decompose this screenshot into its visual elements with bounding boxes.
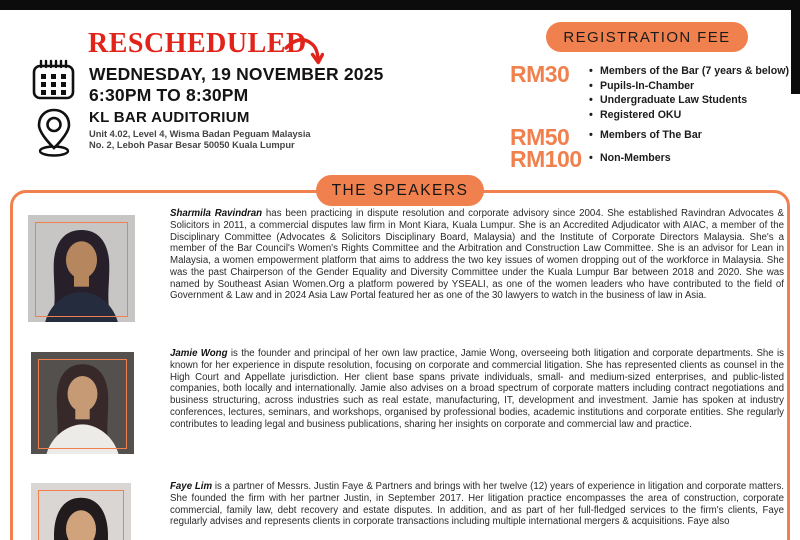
fee-items-rm100 — [600, 151, 671, 166]
speaker-bio-text: is the founder and principal of her own law practice, Jamie Wong, overseeing both litigation and corporate departments. She is known for her experience in dispute resolution, focusing on corporate and commercial litigation. She has represented clients as counsel in the High Court and Appellate jurisdiction. Her client base spans private individuals, small- and medium-sized enterprises, and public-listed companies, both locally and internationally. Jamie also advises on a broad spectrum of corporate matters including contract negotiations and business structuring, across industries such as real estate, manufacturing, IT, development and investment. Jamie has spoken at industry conferences, lectures, seminars, and workshops, organised by professional bodies, academic institutions and corporate entities. She regularly contributes to leading legal and business publications, sharing her insights on corporate and commercial law and practice. — [170, 348, 785, 430]
fee-items-rm50 — [600, 128, 702, 143]
person-silhouette — [28, 215, 135, 322]
speaker-bio-text: has been practicing in dispute resolution and corporate advisory since 2004. She established Ravindran Advocates & Solicitors in 2011, a commercial disputes law firm in Mont Kiara, Kuala Lumpur. She is an Accredited Adjudicator with AIAC, a member of the Disciplinary Committee (Advocates & Solicitors Disciplinary Board, Malaysia) and the Institute of Corporate Directors Malaysia. She's a member of the Bar Council's Women's Rights Committee and the Arbitration and Construction Law Committee. She is an advisor for Lean in Malaysia, a women empowerment platform that aims to address the two key issues of women dropping out of the workforce in Malaysia. She was the past Chairperson of the Gender Equality and Diversity Committee under the Kuala Lumpur Bar between 2018 and 2020. She was named by Southeast Asian Women.Org a platform powered by YSEALI, as one of the women leaders who have contributed to the field of Government & Law and in 2024 Asia Law Portal featured her as one of the 30 lawyers to watch in the business of law in Asia. — [170, 208, 784, 302]
speaker-bio-text: is a partner of Messrs. Justin Faye & Partners and brings with her twelve (12) years of experience in litigation and corporate matters. She founded the firm with her partner Justin, in September 2017. Her litigation practice encompasses the area of construction, corporate commercial, family law, debt recovery and estate disputes. In addition, and as part of her full-fledged services to the firm's clients, Faye regularly advises and represents clients in corporate transactions including multiple international mergers & acquisitions. Faye also — [170, 481, 784, 528]
fee-item: • Undergraduate Law Students — [600, 93, 789, 108]
speaker-name: Jamie Wong — [170, 348, 228, 359]
venue-name: KL BAR AUDITORIUM — [89, 109, 250, 126]
fee-item: • Members of the Bar (7 years & below) — [600, 64, 789, 79]
fee-price-rm30: RM30 — [510, 61, 570, 87]
location-pin-icon — [29, 106, 79, 158]
event-datetime — [89, 64, 384, 106]
speaker-photo-faye — [31, 483, 131, 540]
right-black-bar — [791, 0, 800, 94]
fee-item: • Pupils-In-Chamber — [600, 79, 789, 94]
person-silhouette — [31, 352, 134, 454]
event-date: WEDNESDAY, 19 NOVEMBER 2025 — [89, 64, 384, 84]
speaker-name: Faye Lim — [170, 481, 213, 492]
speakers-section-title: THE SPEAKERS — [316, 175, 484, 206]
fee-items-rm30 — [600, 64, 789, 122]
fee-item: • Non-Members — [600, 151, 671, 166]
speaker-name: Sharmila Ravindran — [170, 208, 263, 219]
speaker-photo-sharmila — [28, 215, 135, 322]
venue-address-line1: Unit 4.02, Level 4, Wisma Badan Peguam Malaysia — [89, 129, 311, 139]
venue-block — [89, 109, 311, 151]
speaker-bio-sharmila — [170, 208, 784, 302]
speaker-photo-jamie — [31, 352, 134, 454]
top-black-bar — [0, 0, 800, 10]
fee-item: • Registered OKU — [600, 108, 789, 123]
registration-fee-title: REGISTRATION FEE — [546, 22, 748, 52]
event-time: 6:30PM TO 8:30PM — [89, 85, 249, 105]
fee-price-rm100: RM100 — [510, 146, 582, 172]
venue-address-line2: No. 2, Leboh Pasar Besar 50050 Kuala Lumpur — [89, 139, 295, 150]
person-silhouette — [31, 483, 131, 540]
rescheduled-label: RESCHEDULED — [88, 28, 307, 59]
fee-price-rm50: RM50 — [510, 124, 570, 150]
fee-item: • Members of The Bar — [600, 128, 702, 143]
speaker-bio-jamie — [170, 348, 784, 430]
calendar-icon — [30, 57, 77, 104]
speaker-bio-faye — [170, 481, 784, 528]
